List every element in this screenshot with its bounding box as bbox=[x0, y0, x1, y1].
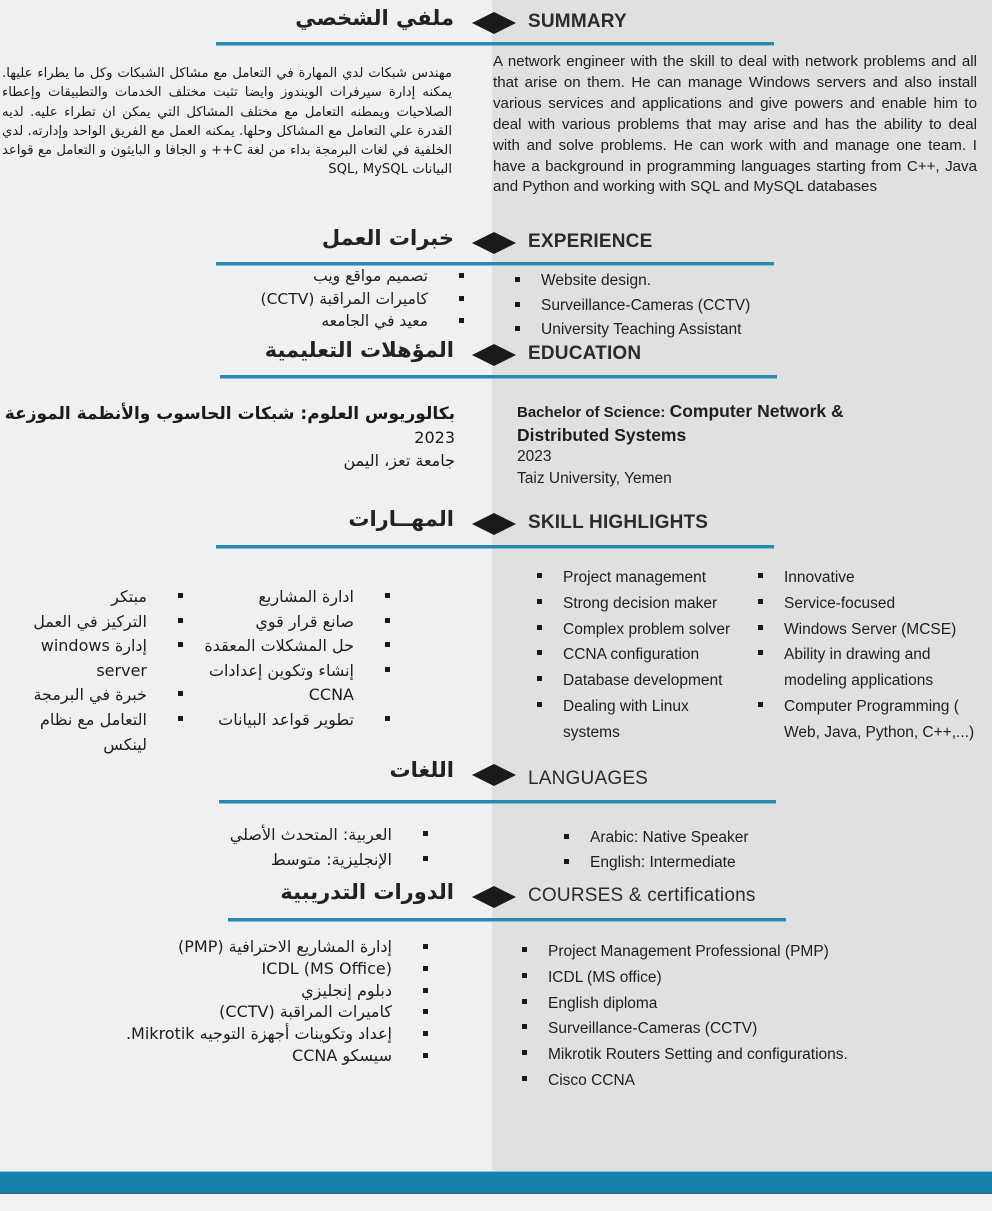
experience-list-en bbox=[513, 269, 750, 343]
courses-list-ar bbox=[126, 936, 430, 1067]
diamond-icon bbox=[472, 886, 516, 908]
summary-text-en: A network engineer with the skill to deal with network problems and all that arise on them. He can manage Windows servers and also install various services and applications and give powers and enable him to deal with various problems that may arise and has the ability to deal with and solve problems. He can work with and manage one team. I have a background in programming languages starting from C++, Java and Python and working with SQL and MySQL databases bbox=[493, 53, 977, 196]
section-header-courses bbox=[0, 880, 992, 920]
list-item: Strong decision maker bbox=[535, 591, 745, 617]
list-item: ICDL (MS Office) bbox=[126, 958, 430, 980]
diamond-icon bbox=[472, 232, 516, 254]
list-item: دبلوم إنجليزي bbox=[126, 980, 430, 1002]
university-ar: جامعة تعز، اليمن bbox=[343, 451, 455, 470]
section-header-languages bbox=[0, 758, 992, 798]
section-title-en: EXPERIENCE bbox=[528, 231, 653, 252]
list-item: Windows Server (MCSE) bbox=[756, 617, 992, 643]
page-bottom-margin bbox=[0, 1194, 992, 1211]
list-item: التعامل مع نظام لينكس bbox=[0, 708, 185, 757]
degree-en bbox=[517, 400, 887, 446]
list-item: خبرة في البرمجة bbox=[0, 683, 185, 708]
section-title-ar: المهــارات bbox=[348, 507, 454, 531]
list-item: Complex problem solver bbox=[535, 617, 745, 643]
list-item: كاميرات المراقبة (CCTV) bbox=[126, 1001, 430, 1023]
list-item: Ability in drawing and modeling applications bbox=[756, 642, 986, 694]
list-item: Project Management Professional (PMP) bbox=[520, 939, 848, 965]
list-item: Surveillance-Cameras (CCTV) bbox=[513, 294, 750, 319]
list-item: مبتكر bbox=[0, 585, 185, 610]
diamond-icon bbox=[472, 764, 516, 786]
skills-list-en-col2 bbox=[756, 565, 992, 746]
section-header-skills bbox=[0, 507, 992, 547]
skills-list-en-col1 bbox=[535, 565, 745, 746]
list-item: تطوير قواعد البيانات bbox=[172, 708, 392, 733]
list-item: Cisco CCNA bbox=[520, 1068, 848, 1094]
graduation-year-en: 2023 bbox=[517, 448, 552, 465]
list-item: حل المشكلات المعقدة bbox=[172, 634, 392, 659]
list-item: تصميم مواقع ويب bbox=[261, 265, 466, 288]
list-item: إدارة windows server bbox=[0, 634, 185, 683]
summary-text-ar: مهندس شبكات لدي المهارة في التعامل مع مشاكل الشبكات وكل ما يطراء عليها. يمكنه إدارة سيرفرات الويندوز وايضا تثبت مختلف الخدمات والتطبيقات وإعطاء الصلاحيات ويمطنه التعامل مع مختلف المشاكل التي يمكن ان تطراء عليه. لديه القدرة علي التعامل مع المشاكل وحلها. يمكنه العمل مع الفريق الواحد وإدارته. لدي الخلفية في لغات البرمجة بداء من لغة C++ و الجافا و البايثون و التعامل مع قواعد البيانات SQL, MySQL bbox=[2, 66, 452, 178]
list-item: إدارة المشاريع الاحترافية (PMP) bbox=[126, 936, 430, 958]
list-item: إعداد وتكوينات أجهزة التوجيه Mikrotik. bbox=[126, 1023, 430, 1045]
section-title-en: SUMMARY bbox=[528, 11, 627, 32]
university-en: Taiz University, Yemen bbox=[517, 470, 672, 487]
section-title-ar: اللغات bbox=[389, 758, 454, 782]
section-title-en: COURSES & certifications bbox=[528, 885, 756, 906]
list-item: سيسكو CCNA bbox=[126, 1045, 430, 1067]
list-item: Innovative bbox=[756, 565, 992, 591]
list-item: Service-focused bbox=[756, 591, 992, 617]
list-item: ICDL (MS office) bbox=[520, 965, 848, 991]
diamond-icon bbox=[472, 513, 516, 535]
section-divider bbox=[228, 918, 786, 922]
section-header-education bbox=[0, 338, 992, 378]
graduation-year-ar: 2023 bbox=[414, 428, 455, 447]
list-item: إنشاء وتكوين إعدادات CCNA bbox=[172, 659, 392, 708]
section-title-ar: خبرات العمل bbox=[321, 226, 454, 250]
section-divider bbox=[220, 375, 777, 379]
list-item: University Teaching Assistant bbox=[513, 318, 750, 343]
section-divider bbox=[219, 800, 776, 804]
skills-list-ar-col1 bbox=[172, 585, 392, 733]
education-block-ar bbox=[0, 402, 455, 472]
list-item: معيد في الجامعه bbox=[261, 310, 466, 333]
courses-list-en bbox=[520, 939, 848, 1094]
degree-field: Computer Network & Distributed Systems bbox=[517, 401, 844, 445]
experience-list-ar bbox=[261, 265, 466, 333]
list-item: Database development bbox=[535, 668, 745, 694]
list-item: English: Intermediate bbox=[562, 851, 749, 876]
section-header-experience bbox=[0, 226, 992, 266]
section-title-ar: الدورات التدريبية bbox=[280, 880, 454, 904]
list-item: كاميرات المراقبة (CCTV) bbox=[261, 288, 466, 311]
diamond-icon bbox=[472, 344, 516, 366]
list-item: Computer Programming ( Web, Java, Python, C++,...) bbox=[756, 694, 986, 746]
list-item: CCNA configuration bbox=[535, 642, 745, 668]
list-item: Mikrotik Routers Setting and configurations. bbox=[520, 1042, 848, 1068]
section-title-ar: ملفي الشخصي bbox=[295, 6, 454, 30]
skills-list-ar-col2 bbox=[0, 585, 185, 757]
section-title-ar: المؤهلات التعليمية bbox=[264, 338, 454, 362]
education-block-en bbox=[517, 400, 887, 490]
list-item: Dealing with Linux systems bbox=[535, 694, 745, 746]
list-item: التركيز في العمل bbox=[0, 610, 185, 635]
section-divider bbox=[216, 545, 774, 549]
list-item: Project management bbox=[535, 565, 745, 591]
section-header-summary bbox=[0, 6, 992, 46]
list-item: العربية: المتحدث الأصلي bbox=[230, 823, 430, 848]
section-title-en: LANGUAGES bbox=[528, 768, 649, 789]
list-item: ادارة المشاريع bbox=[172, 585, 392, 610]
diamond-icon bbox=[472, 12, 516, 34]
degree-ar: بكالوريوس العلوم: شبكات الحاسوب والأنظمة الموزعة bbox=[4, 404, 455, 424]
footer-accent-bar bbox=[0, 1171, 992, 1194]
languages-list-en bbox=[562, 826, 749, 875]
list-item: Surveillance-Cameras (CCTV) bbox=[520, 1016, 848, 1042]
degree-label: Bachelor of Science: bbox=[517, 404, 670, 421]
section-divider bbox=[216, 42, 774, 46]
list-item: Website design. bbox=[513, 269, 750, 294]
section-title-en: EDUCATION bbox=[528, 343, 642, 364]
list-item: Arabic: Native Speaker bbox=[562, 826, 749, 851]
list-item: صانع قرار قوي bbox=[172, 610, 392, 635]
list-item: الإنجليزية: متوسط bbox=[230, 848, 430, 873]
languages-list-ar bbox=[230, 823, 430, 872]
list-item: English diploma bbox=[520, 991, 848, 1017]
section-title-en: SKILL HIGHLIGHTS bbox=[528, 512, 709, 533]
